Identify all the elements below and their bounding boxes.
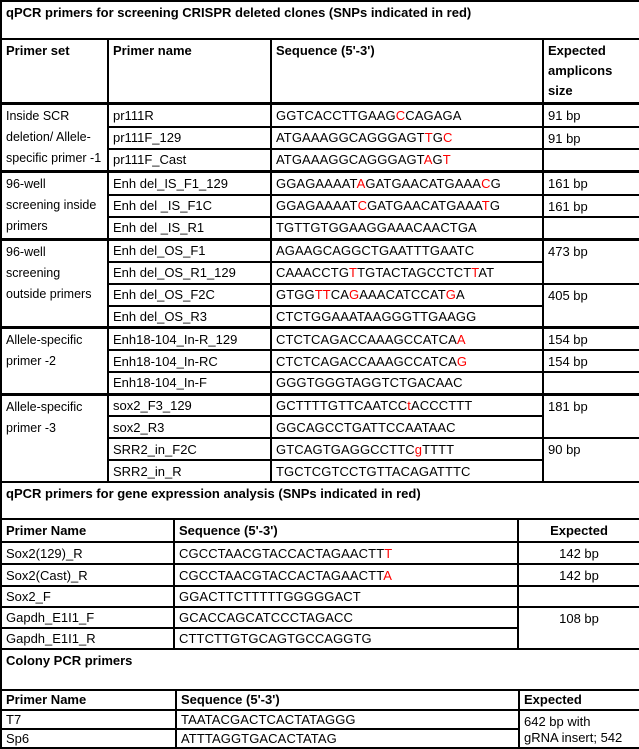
seq-segment: GATGAACATGAAA xyxy=(367,198,482,214)
snp-base: T xyxy=(471,265,479,280)
expected-size-cell: 473 bp xyxy=(543,240,639,284)
seq-segment: G xyxy=(432,130,443,146)
col-header-expected-amplicons-size: Expected amplicons size xyxy=(543,39,639,104)
primer-row xyxy=(1,586,639,607)
primer-name-cell: pr111F_Cast xyxy=(108,149,271,172)
seq-segment: GGACTTCTTTTTGGGGGACT xyxy=(179,589,361,604)
primer-set-cell: Allele-specific primer -3 xyxy=(1,394,108,482)
expected-size-cell: 181 bp xyxy=(543,394,639,438)
primer-name-cell: Enh18-104_In-F xyxy=(108,372,271,394)
primer-row xyxy=(1,172,639,195)
seq-segment: GGGTGGGTAGGTCTGACAAC xyxy=(276,375,463,391)
snp-base: T xyxy=(481,198,490,214)
primer-name-cell: SRR2_in_R xyxy=(108,460,271,482)
seq-segment: TGTTGTGGAAGGAAACAACTGA xyxy=(276,220,477,236)
seq-segment: AAACATCCAT xyxy=(359,287,446,302)
primer-name-cell: Sox2_F xyxy=(1,586,174,607)
snp-base: g xyxy=(414,441,423,457)
primer-row xyxy=(1,542,639,564)
primer-row xyxy=(1,394,639,416)
expected-size-cell xyxy=(543,372,639,394)
snp-base: C xyxy=(442,130,453,146)
col-header-primer-name: Primer name xyxy=(108,39,271,104)
snp-base: G xyxy=(349,287,360,302)
seq-segment: CTCTCAGACCAAAGCCATCA xyxy=(276,331,457,347)
sequence-cell xyxy=(174,564,518,586)
snp-base: T xyxy=(384,545,393,561)
snp-base: C xyxy=(357,198,368,214)
seq-segment: ATTTAGGTGACACTATAG xyxy=(181,731,337,746)
seq-segment: CTTCTTGTGCAGTGCCAGGTG xyxy=(179,631,372,646)
section-title-colony-pcr: Colony PCR primers xyxy=(1,649,639,690)
col-header-primer-name: Primer Name xyxy=(1,519,174,542)
expected-size-cell xyxy=(519,710,639,748)
sequence-cell xyxy=(271,262,543,284)
sequence-cell xyxy=(271,306,543,328)
sequence-cell xyxy=(271,416,543,438)
primer-row xyxy=(1,328,639,351)
section-title-row xyxy=(1,1,639,39)
primer-row xyxy=(1,564,639,586)
col-header-expected: Expected xyxy=(518,519,639,542)
seq-segment: AGAAGCAGGCTGAATTTGAATC xyxy=(276,243,475,259)
primer-name-cell: sox2_F3_129 xyxy=(108,394,271,416)
seq-segment: GGAGAAAAT xyxy=(276,175,357,191)
seq-segment: GTCAGTGAGGCCTTC xyxy=(276,441,415,457)
primer-row xyxy=(1,607,639,628)
sequence-cell xyxy=(271,460,543,482)
gene-expression-header-row xyxy=(1,519,639,542)
sequence-cell xyxy=(271,350,543,372)
sequence-cell xyxy=(271,438,543,460)
primer-row xyxy=(1,710,639,729)
primer-row xyxy=(1,104,639,127)
snp-base: G xyxy=(456,353,468,369)
primer-name-cell: Enh18-104_In-RC xyxy=(108,350,271,372)
seq-segment: TTTT xyxy=(422,441,455,457)
seq-segment: A xyxy=(455,287,465,302)
primer-set-cell: 96-well screening inside primers xyxy=(1,172,108,240)
sequence-cell xyxy=(271,127,543,149)
seq-segment: ATGAAAGGCAGGGAGT xyxy=(276,130,425,146)
seq-segment: GTGG xyxy=(276,287,315,302)
sequence-cell xyxy=(271,394,543,416)
primer-set-cell: 96-well screening outside primers xyxy=(1,240,108,328)
primer-name-cell: Sp6 xyxy=(1,729,176,748)
snp-base: A xyxy=(383,567,393,583)
snp-base: A xyxy=(423,152,433,168)
sequence-cell xyxy=(174,607,518,628)
primer-name-cell: Enh del_OS_R1_129 xyxy=(108,262,271,284)
sequence-cell xyxy=(271,172,543,195)
col-header-sequence: Sequence (5'-3') xyxy=(176,690,519,710)
seq-segment: AT xyxy=(478,265,495,280)
screening-header-row xyxy=(1,39,639,104)
section-title-row xyxy=(1,649,639,690)
seq-segment: G xyxy=(432,152,443,168)
col-header-primer-name: Primer Name xyxy=(1,690,176,710)
primer-name-cell: pr111F_129 xyxy=(108,127,271,149)
sequence-cell xyxy=(271,328,543,351)
sequence-cell xyxy=(174,586,518,607)
seq-segment: CTCTGGAAATAAGGGTTGAAGG xyxy=(276,308,477,324)
primer-name-cell: Enh del_OS_R3 xyxy=(108,306,271,328)
seq-segment: CGCCTAACGTACCACTAGAACTT xyxy=(179,567,384,583)
seq-segment: GCACCAGCATCCCTAGACC xyxy=(179,610,354,625)
expected-size-cell: 91 bp xyxy=(543,104,639,127)
primer-name-cell: Enh del _IS_R1 xyxy=(108,217,271,240)
expected-size-cell: 108 bp xyxy=(518,607,639,649)
snp-base: T xyxy=(442,152,451,168)
col-header-expected: Expected xyxy=(519,690,639,710)
colony-pcr-header-row xyxy=(1,690,639,710)
col-header-primer-set: Primer set xyxy=(1,39,108,104)
expected-size-cell xyxy=(543,149,639,172)
colony-pcr-primers-table xyxy=(0,648,639,749)
seq-segment: TAATACGACTCACTATAGGG xyxy=(181,712,356,727)
sequence-cell xyxy=(271,104,543,127)
sequence-cell xyxy=(174,542,518,564)
expected-size-cell: 91 bp xyxy=(543,127,639,149)
primer-name-cell: Enh del_IS_F1_129 xyxy=(108,172,271,195)
primer-set-cell: Allele-specific primer -2 xyxy=(1,328,108,395)
seq-segment: ATGAAAGGCAGGGAGT xyxy=(276,152,424,168)
section-title-row xyxy=(1,482,639,519)
seq-segment: G xyxy=(490,175,501,191)
snp-base: TT xyxy=(314,287,331,302)
primer-name-cell: Enh18-104_In-R_129 xyxy=(108,328,271,351)
seq-segment: CA xyxy=(330,287,350,302)
snp-base: A xyxy=(356,175,366,191)
seq-segment: TGCTCGTCCTGTTACAGATTTC xyxy=(276,463,471,479)
seq-segment: CTCTCAGACCAAAGCCATCA xyxy=(276,353,457,369)
snp-base: A xyxy=(456,331,466,347)
primer-name-cell: Enh del_OS_F1 xyxy=(108,240,271,262)
seq-segment: ACCCTTT xyxy=(410,397,473,413)
expected-size-cell: 154 bp xyxy=(543,350,639,372)
col-header-sequence: Sequence (5'-3') xyxy=(271,39,543,104)
snp-base: T xyxy=(349,265,358,280)
primer-name-cell: Enh del _IS_F1C xyxy=(108,195,271,217)
primer-name-cell: Gapdh_E1I1_R xyxy=(1,628,174,649)
primer-row xyxy=(1,240,639,262)
seq-segment: G xyxy=(489,198,501,214)
expected-size-cell: 90 bp xyxy=(543,438,639,482)
seq-segment: CAGAGA xyxy=(405,107,462,123)
expected-size-cell: 405 bp xyxy=(543,284,639,328)
sequence-cell xyxy=(271,149,543,172)
col-header-sequence: Sequence (5'-3') xyxy=(174,519,518,542)
expected-size-cell: 161 bp xyxy=(543,172,639,195)
expected-size-cell: 161 bp xyxy=(543,195,639,217)
seq-segment: GGTCACCTTGAAG xyxy=(276,107,396,123)
expected-size-cell xyxy=(518,586,639,607)
sequence-cell xyxy=(174,628,518,649)
seq-segment: CAAACCTG xyxy=(276,265,350,280)
primer-name-cell: T7 xyxy=(1,710,176,729)
primer-set-cell: Inside SCR deletion/ Allele-specific primer -1 xyxy=(1,104,108,172)
primer-name-cell: SRR2_in_F2C xyxy=(108,438,271,460)
seq-segment: CGCCTAACGTACCACTAGAACTT xyxy=(179,545,385,561)
sequence-cell xyxy=(176,710,519,729)
seq-segment: GGCAGCCTGATTCCAATAAC xyxy=(276,419,456,435)
snp-base: T xyxy=(424,130,433,146)
snp-base: G xyxy=(445,287,456,302)
expected-size-cell: 142 bp xyxy=(518,564,639,586)
expected-size-cell: 154 bp xyxy=(543,328,639,351)
gene-expression-primers-table xyxy=(0,481,639,650)
section-title-gene-expression: qPCR primers for gene expression analysis (SNPs indicated in red) xyxy=(1,482,639,519)
primer-name-cell: Sox2(129)_R xyxy=(1,542,174,564)
sequence-cell xyxy=(271,240,543,262)
sequence-cell xyxy=(271,217,543,240)
seq-segment: GATGAACATGAAA xyxy=(365,175,482,191)
expected-size-line: 642 bp with xyxy=(524,714,591,729)
sequence-cell xyxy=(271,284,543,306)
expected-size-line: gRNA insert; 542 xyxy=(524,730,623,745)
expected-size-cell xyxy=(543,217,639,240)
primer-name-cell: sox2_R3 xyxy=(108,416,271,438)
sequence-cell xyxy=(271,195,543,217)
section-title-screening: qPCR primers for screening CRISPR deleted clones (SNPs indicated in red) xyxy=(1,1,639,39)
seq-segment: GCTTTTGTTCAATCC xyxy=(276,397,408,413)
primer-name-cell: Sox2(Cast)_R xyxy=(1,564,174,586)
snp-base: t xyxy=(407,397,411,413)
primer-name-cell: Enh del_OS_F2C xyxy=(108,284,271,306)
snp-base: C xyxy=(481,175,491,191)
snp-base: C xyxy=(395,107,406,123)
primer-name-cell: pr111R xyxy=(108,104,271,127)
primer-name-cell: Gapdh_E1I1_F xyxy=(1,607,174,628)
seq-segment: TGTACTAGCCTCT xyxy=(357,265,472,280)
sequence-cell xyxy=(271,372,543,394)
seq-segment: GGAGAAAAT xyxy=(276,198,358,214)
sequence-cell xyxy=(176,729,519,748)
expected-size-cell: 142 bp xyxy=(518,542,639,564)
